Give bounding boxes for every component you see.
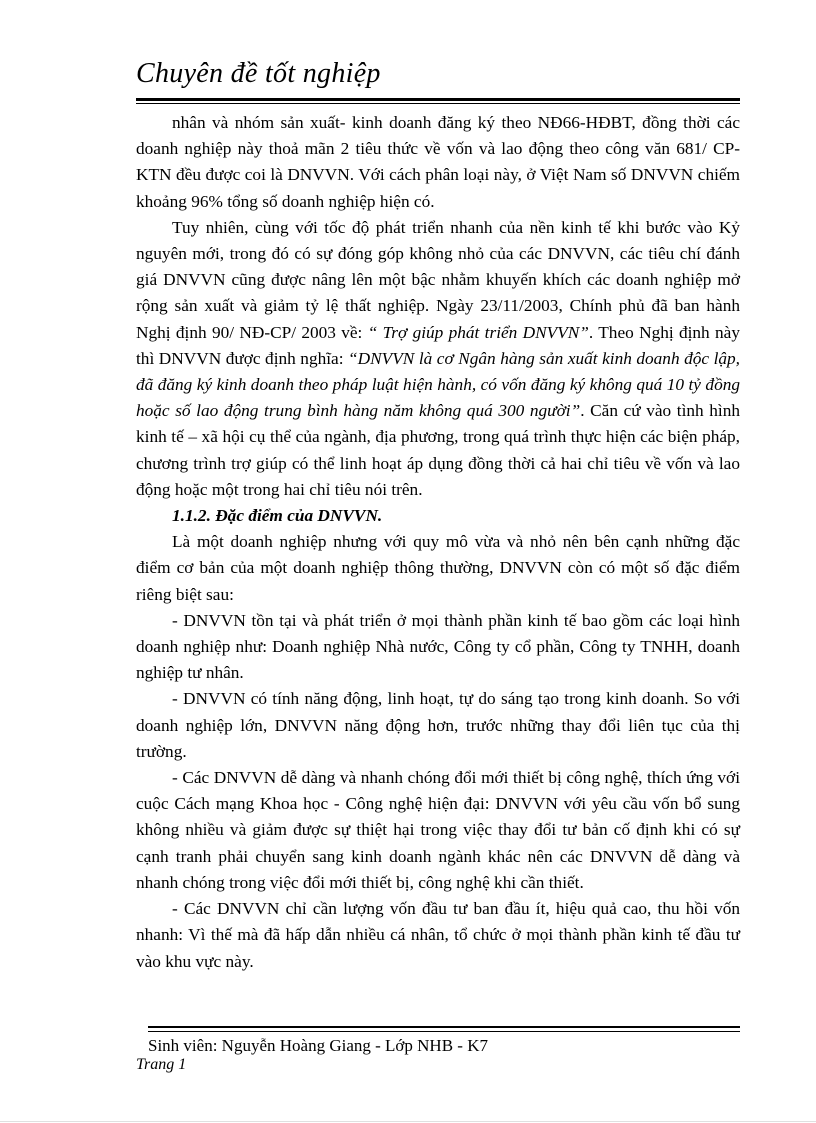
body-text xyxy=(136,110,740,975)
page-header-title: Chuyên đề tốt nghiệp xyxy=(136,58,381,89)
paragraph-2-text-e: . Căn cứ vào tình hình kinh tế – xã hội cụ thể của ngành, địa phương, trong quá trình thực hiện các biện pháp, chương trình trợ giúp có thể linh hoạt áp dụng đồng thời cả hai chỉ tiêu về vốn và lao động hoặc một trong hai chỉ tiêu nói trên. xyxy=(136,401,740,499)
page-bottom-edge xyxy=(0,1121,816,1122)
bullet-2: - DNVVN có tính năng động, linh hoạt, tự do sáng tạo trong kinh doanh. So với doanh nghiệp lớn, DNVVN năng động hơn, trước những thay đổi liên tục của thị trường. xyxy=(136,689,740,761)
footer-rule-thin xyxy=(148,1031,740,1032)
paragraph-2 xyxy=(136,215,740,503)
bullet-4: - Các DNVVN chỉ cần lượng vốn đầu tư ban đầu ít, hiệu quả cao, thu hồi vốn nhanh: Vì thế mà đã hấp dẫn nhiều cá nhân, tổ chức ở mọi thành phần kinh tế đầu tư vào khu vực này. xyxy=(136,899,740,971)
footer-page-number: Trang 1 xyxy=(136,1056,187,1073)
definition-quote: “DNVVN là cơ Ngân hàng sản xuất kinh doanh độc lập, đã đăng ký kinh doanh theo pháp luật hiện hành, có vốn đăng ký không quá 10 tỷ đồng hoặc số lao động trung bình hàng năm không quá 300 người” xyxy=(136,348,740,421)
header-rule-thin xyxy=(136,103,740,104)
bullet-1: - DNVVN tồn tại và phát triển ở mọi thành phần kinh tế bao gồm các loại hình doanh nghiệp như: Doanh nghiệp Nhà nước, Công ty cổ phần, Công ty TNHH, doanh nghiệp tư nhân. xyxy=(136,610,740,683)
paragraph-1: nhân và nhóm sản xuất- kinh doanh đăng ký theo NĐ66-HĐBT, đồng thời các doanh nghiệp này thoả mãn 2 tiêu thức về vốn và lao động theo công văn 681/ CP-KTN đều được coi là DNVVN. Với cách phân loại này, ở Việt Nam số DNVVN chiếm khoảng 96% tổng số doanh nghiệp hiện có. xyxy=(136,113,740,211)
bullet-3: - Các DNVVN dễ dàng và nhanh chóng đổi mới thiết bị công nghệ, thích ứng với cuộc Cách mạng Khoa học - Công nghệ hiện đại: DNVVN với yêu cầu vốn bổ sung không nhiều và giảm được sự thiệt hại trong việc thay đổi tư bản cố định khi có sự cạnh tranh phải chuyển sang kinh doanh ngành khác nên các DNVVN dễ dàng và nhanh chóng trong việc đổi mới thiết bị, công nghệ khi cần thiết. xyxy=(136,768,740,892)
header-rule-thick xyxy=(136,98,740,101)
footer-rule-thick xyxy=(148,1026,740,1028)
paragraph-3: Là một doanh nghiệp nhưng với quy mô vừa và nhỏ nên bên cạnh những đặc điểm cơ bản của một doanh nghiệp thông thường, DNVVN còn có một số đặc điểm riêng biệt sau: xyxy=(136,532,740,604)
paragraph-2-text-c: . Theo Nghị định này thì DNVVN được định nghĩa: xyxy=(136,322,740,368)
section-heading: 1.1.2. Đặc điểm của DNVVN. xyxy=(172,506,383,526)
paragraph-2-text-a: Tuy nhiên, cùng với tốc độ phát triển nhanh của nền kinh tế khi bước vào Kỷ nguyên mới, trong đó có sự đóng góp không nhỏ của các DNVVN, các tiêu chí đánh giá DNVVN cũng được nâng lên một bậc nhằm khuyến khích các doanh nghiệp mở rộng sản xuất và giảm tỷ lệ thất nghiệp. Ngày 23/11/2003, Chính phủ đã ban hành Nghị định 90/ NĐ-CP/ 2003 về: xyxy=(136,217,740,342)
decree-title-quote: “ Trợ giúp phát triển DNVVN” xyxy=(367,322,589,342)
footer-student-info: Sinh viên: Nguyễn Hoàng Giang - Lớp NHB - K7 xyxy=(148,1036,488,1055)
